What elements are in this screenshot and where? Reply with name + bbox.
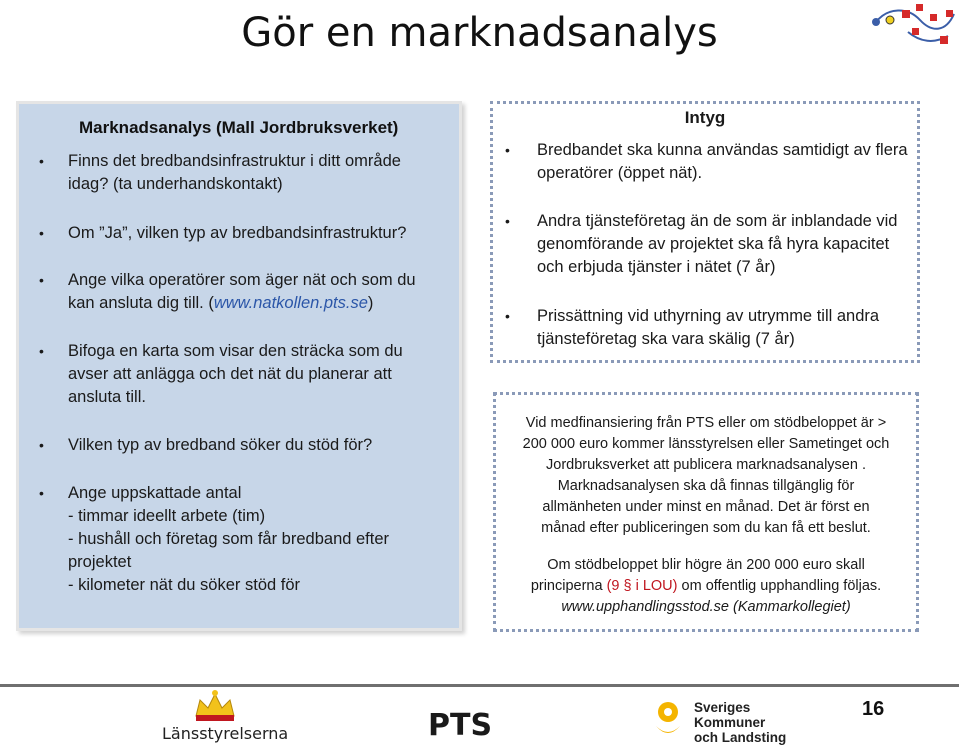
upphandlingsstod-link[interactable]: www.upphandlingsstod.se (Kammarkollegiet): [561, 599, 851, 615]
list-item: • Bredbandet ska kunna användas samtidigt av flera operatörer (öppet nät).: [505, 141, 908, 182]
list-item: • Ange uppskattade antal - timmar ideellt arbete (tim) - hushåll och företag som får bredband efter projektet - kilometer nät du söker stöd för: [39, 484, 390, 594]
list-item: • Andra tjänsteföretag än de som är inblandade vid genomförande av projektet ska få hyra kapacitet och erbjuda tjänster i nätet (7 år): [505, 212, 898, 276]
svg-text:PTS: PTS: [428, 708, 493, 739]
procurement-paragraph: Om stödbeloppet blir högre än 200 000 euro skall principerna (9 § i LOU) om offentlig upphandling följas. www.upphandlingsstod.se (Kammarkollegiet): [496, 555, 916, 618]
bullet-icon: •: [39, 343, 44, 359]
pts-logo: [428, 707, 510, 739]
publication-info-box: [493, 392, 919, 632]
certificate-box: [490, 101, 920, 363]
list-item: • Finns det bredbandsinfrastruktur i ditt område idag? (ta underhandskontakt): [39, 152, 401, 193]
list-item: • Vilken typ av bredband söker du stöd för?: [39, 434, 444, 457]
lansstyrelserna-logo-text: Länsstyrelserna: [162, 724, 289, 743]
skl-logo-icon: [646, 696, 690, 742]
bullet-icon: •: [39, 485, 44, 501]
bullet-icon: •: [505, 308, 510, 324]
skl-logo-text: Sveriges Kommuner och Landsting: [694, 700, 787, 745]
list-item: • Prissättning vid uthyrning av utrymme till andra tjänsteföretag ska vara skälig (7 år): [505, 307, 880, 348]
bullet-icon: •: [39, 225, 44, 241]
bullet-icon: •: [39, 272, 44, 288]
list-item: • Bifoga en karta som visar den sträcka som du avser att anlägga och det nät du planerar att ansluta till.: [39, 342, 403, 406]
network-icon: [868, 2, 958, 54]
market-analysis-heading: Marknadsanalys (Mall Jordbruksverket): [79, 118, 399, 137]
lou-reference: (9 § i LOU): [606, 578, 678, 594]
publication-paragraph: Vid medfinansiering från PTS eller om stödbeloppet är > 200 000 euro kommer länsstyrelsen eller Sametinget och Jordbruksverket att publicera marknadsanalysen . Marknadsanalysen ska då finnas tillgänglig för allmänheten under minst en månad. Det är först en månad efter publiceringen som du kan få ett beslut.: [522, 415, 890, 536]
bullet-icon: •: [39, 153, 44, 169]
list-item: • Om ”Ja”, vilken typ av bredbandsinfrastruktur?: [39, 222, 444, 245]
bullet-icon: •: [39, 437, 44, 453]
natkollen-link[interactable]: www.natkollen.pts.se: [213, 294, 368, 312]
list-item: • Ange vilka operatörer som äger nät och som du kan ansluta dig till. (www.natkollen.pts.se): [39, 271, 416, 312]
certificate-heading: Intyg: [684, 108, 726, 127]
bullet-icon: •: [505, 142, 510, 158]
page-title: Gör en marknadsanalys: [241, 10, 718, 56]
footer-divider: [0, 684, 959, 687]
bullet-icon: •: [505, 213, 510, 229]
page-number: 16: [862, 698, 885, 720]
market-analysis-box: [16, 101, 462, 631]
